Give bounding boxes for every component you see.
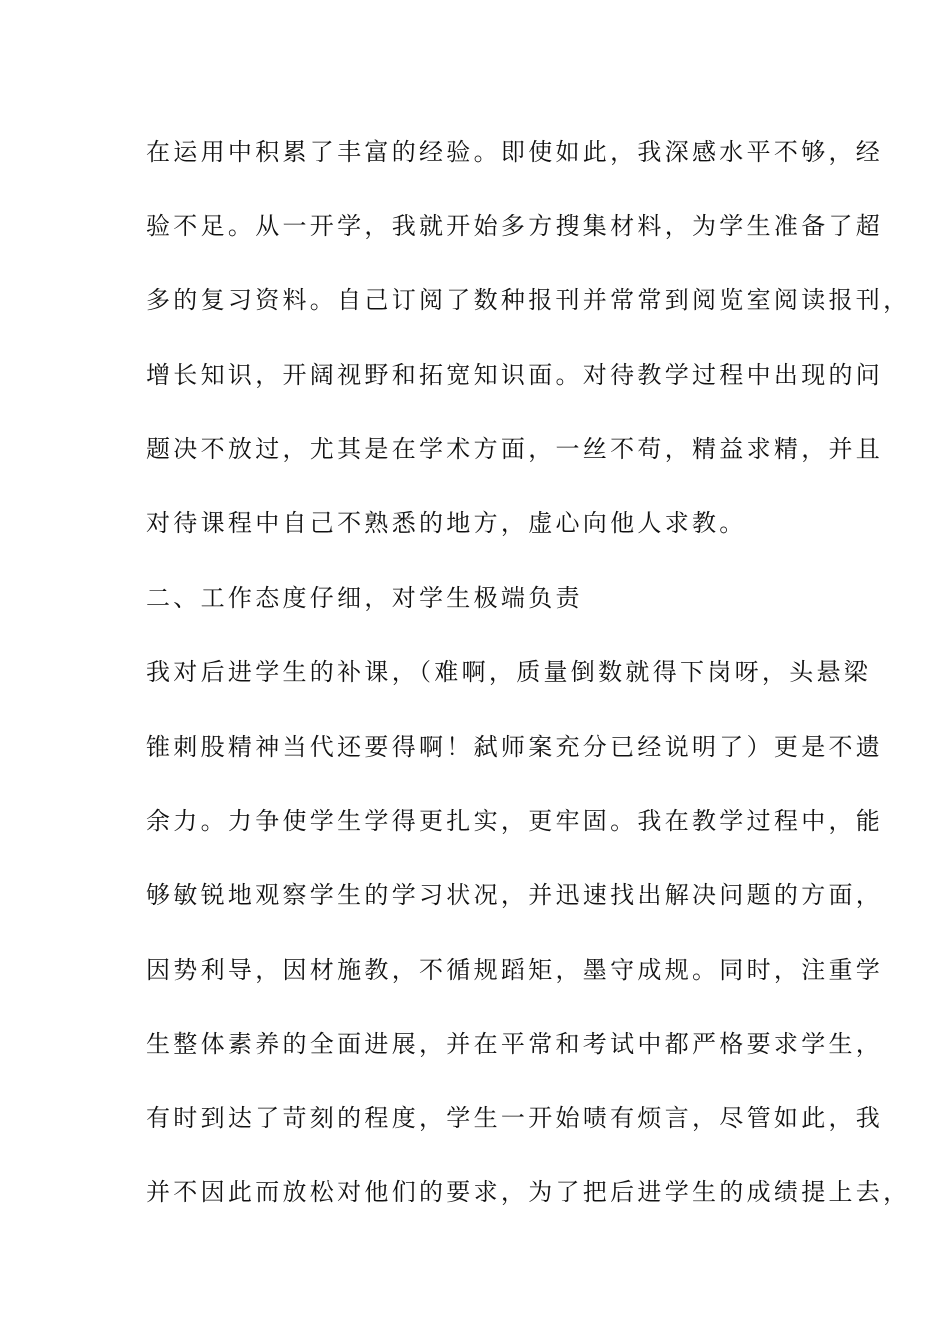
text-line-2: 验不足。从一开学，我就开始多方搜集材料，为学生准备了超 [146,212,884,240]
text-line-8: 我对后进学生的补课，（难啊，质量倒数就得下岗呀，头悬梁 [146,658,872,686]
text-line-12: 因势利导，因材施教，不循规蹈矩，墨守成规。同时，注重学 [146,956,884,984]
text-line-10: 余力。力争使学生学得更扎实，更牢固。我在教学过程中，能 [146,807,884,835]
text-line-13: 生整体素养的全面进展，并在平常和考试中都严格要求学生， [146,1030,884,1058]
text-line-9: 锥刺股精神当代还要得啊！弑师案充分已经说明了）更是不遗 [146,733,884,761]
text-line-6: 对待课程中自己不熟悉的地方，虚心向他人求教。 [146,509,747,537]
text-line-11: 够敏锐地观察学生的学习状况，并迅速找出解决问题的方面， [146,881,884,909]
text-line-4: 增长知识，开阔视野和拓宽知识面。对待教学过程中出现的问 [146,361,884,389]
section-heading: 二、工作态度仔细，对学生极端负责 [146,584,583,612]
text-line-3: 多的复习资料。自己订阅了数种报刊并常常到阅览室阅读报刊， [146,286,911,314]
text-line-14: 有时到达了苛刻的程度，学生一开始啧有烦言，尽管如此，我 [146,1104,884,1132]
text-line-1: 在运用中积累了丰富的经验。即使如此，我深感水平不够，经 [146,138,884,166]
text-line-15: 并不因此而放松对他们的要求，为了把后进学生的成绩提上去， [146,1178,911,1206]
text-line-5: 题决不放过，尤其是在学术方面，一丝不苟，精益求精，并且 [146,435,884,463]
